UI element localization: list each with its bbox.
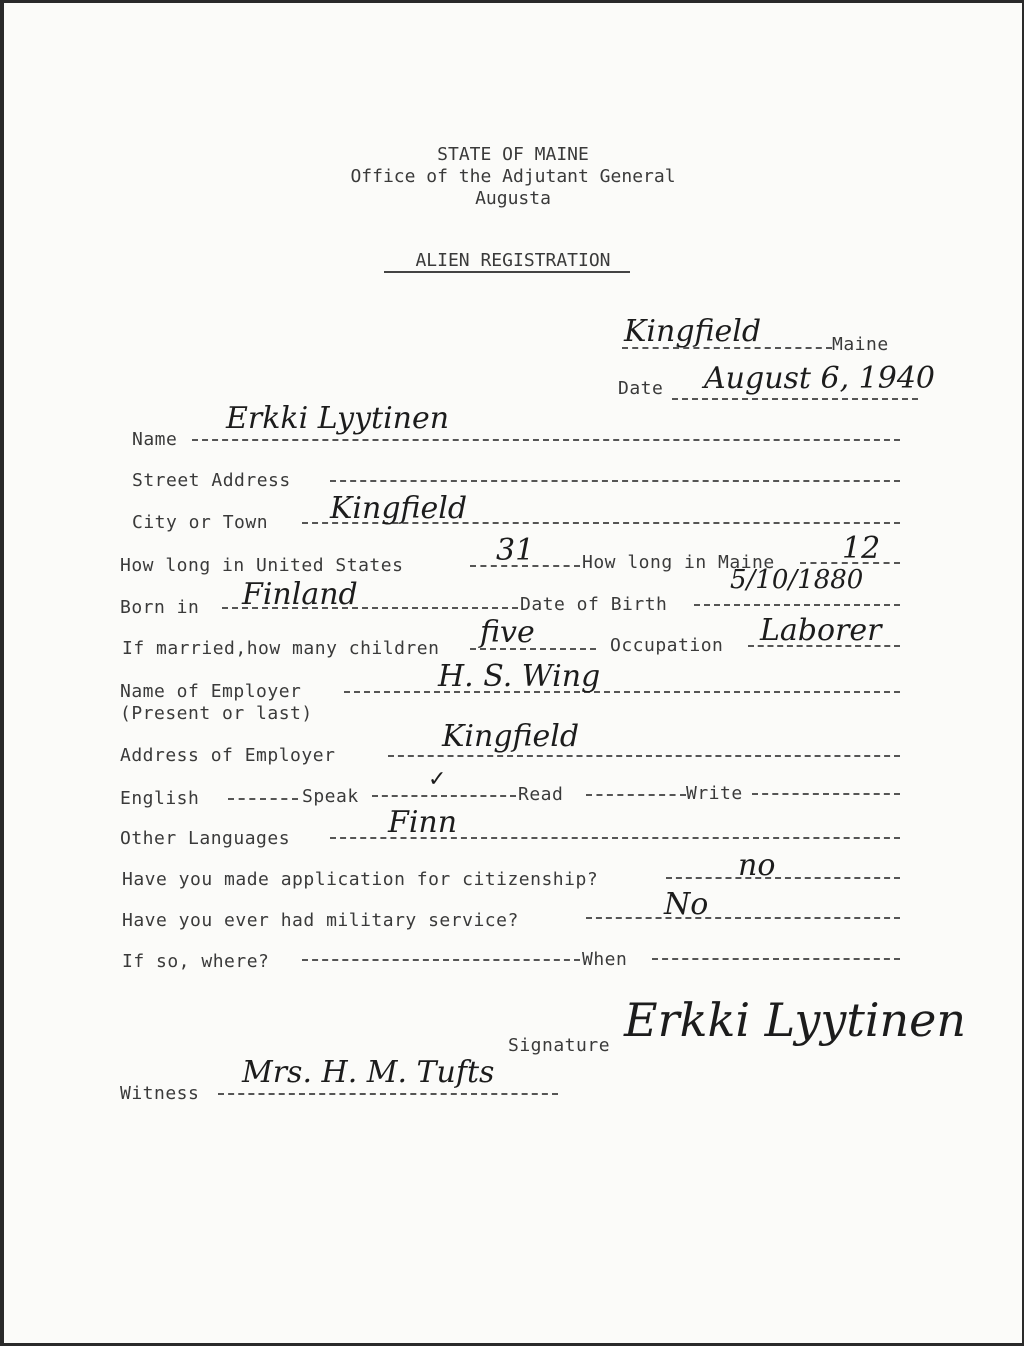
- date-value: August 6, 1940: [704, 361, 936, 396]
- born-value: Finland: [242, 577, 358, 612]
- when-label: When: [582, 949, 628, 970]
- occupation-label: Occupation: [610, 635, 724, 656]
- place-town: Kingfield: [624, 314, 762, 349]
- employer-address-label: Address of Employer: [120, 745, 336, 766]
- title-underline: [384, 271, 630, 273]
- speak-line: [372, 795, 516, 797]
- state-heading: STATE OF MAINE: [437, 144, 589, 165]
- when-line: [652, 958, 900, 960]
- where-line: [302, 959, 580, 961]
- employer-label: Name of Employer: [120, 681, 302, 702]
- speak-label: Speak: [302, 786, 359, 807]
- signature-label: Signature: [508, 1035, 611, 1056]
- registration-form: [4, 3, 1022, 1343]
- born-label: Born in: [120, 597, 200, 618]
- city-label: City or Town: [132, 512, 269, 533]
- citizenship-label: Have you made application for citizenship?: [122, 869, 599, 890]
- street-label: Street Address: [132, 470, 291, 491]
- us-years-label: How long in United States: [120, 555, 404, 576]
- read-label: Read: [518, 784, 564, 805]
- military-value: No: [664, 887, 709, 922]
- employer-line: [344, 691, 900, 693]
- maine-years-value: 12: [842, 531, 881, 566]
- military-line: [586, 917, 900, 919]
- speak-check-mark: ✓: [428, 767, 447, 792]
- military-label: Have you ever had military service?: [122, 910, 519, 931]
- employer-address-line: [388, 755, 900, 757]
- city-heading: Augusta: [475, 188, 551, 209]
- city-value: Kingfield: [330, 491, 468, 526]
- dob-line: [694, 604, 900, 606]
- date-label: Date: [618, 378, 664, 399]
- dob-value: 5/10/1880: [730, 565, 864, 595]
- write-line: [752, 793, 900, 795]
- other-languages-label: Other Languages: [120, 828, 291, 849]
- place-line: [622, 347, 832, 349]
- write-label: Write: [686, 783, 743, 804]
- form-title: ALIEN REGISTRATION: [415, 250, 611, 271]
- office-heading: Office of the Adjutant General: [350, 166, 676, 187]
- children-label: If married,how many children: [122, 638, 440, 659]
- occupation-value: Laborer: [760, 613, 882, 648]
- read-line: [586, 794, 686, 796]
- citizenship-line: [666, 877, 900, 879]
- employer-address-value: Kingfield: [442, 719, 580, 754]
- name-value: Erkki Lyytinen: [226, 401, 450, 436]
- where-label: If so, where?: [122, 951, 270, 972]
- children-value: five: [480, 615, 535, 650]
- us-years-value: 31: [496, 533, 535, 568]
- street-line: [330, 480, 900, 482]
- other-languages-value: Finn: [388, 805, 458, 840]
- maine-years-label: How long in Maine: [582, 552, 775, 573]
- place-state: Maine: [832, 334, 889, 355]
- witness-value: Mrs. H. M. Tufts: [242, 1055, 495, 1090]
- dob-label: Date of Birth: [520, 594, 668, 615]
- name-line: [192, 439, 900, 441]
- citizenship-value: no: [738, 848, 776, 883]
- english-line-1: [228, 798, 298, 800]
- name-label: Name: [132, 429, 178, 450]
- witness-label: Witness: [120, 1083, 200, 1104]
- signature-value: Erkki Lyytinen: [624, 993, 967, 1047]
- english-label: English: [120, 788, 200, 809]
- employer-sublabel: (Present or last): [120, 703, 313, 724]
- date-line: [672, 398, 918, 400]
- employer-value: H. S. Wing: [438, 659, 601, 694]
- witness-line: [218, 1093, 558, 1095]
